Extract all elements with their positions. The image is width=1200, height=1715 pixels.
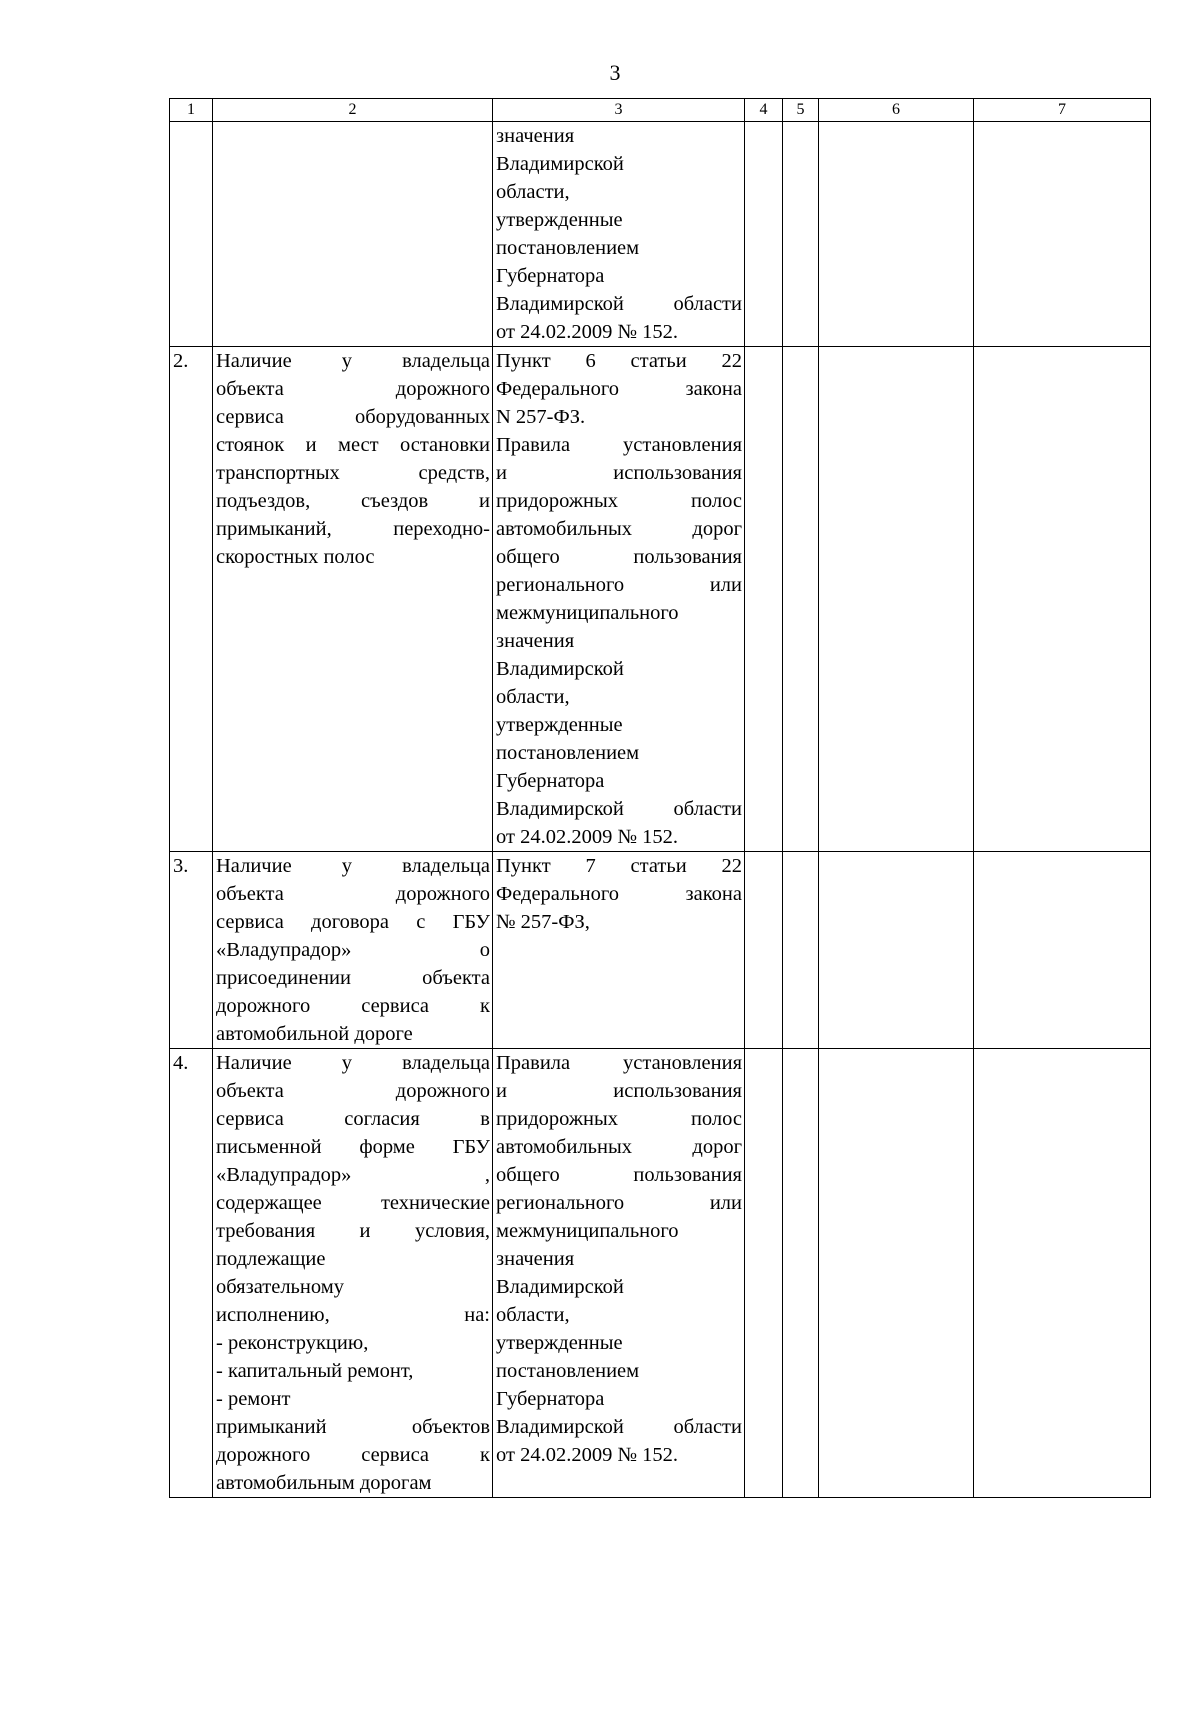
- table-row: [170, 1049, 1151, 1498]
- requirement-line: сервиса договора с ГБУ: [216, 911, 490, 933]
- requirement-cell: [213, 852, 493, 1049]
- basis-line: и использования: [496, 1080, 742, 1102]
- empty-cell-col-7: [974, 1049, 1151, 1498]
- empty-cell-col-5: [783, 122, 819, 347]
- requirement-line: исполнению, на:: [216, 1304, 490, 1326]
- basis-line: № 257-ФЗ,: [496, 911, 590, 933]
- basis-line: межмуниципального: [496, 1220, 679, 1242]
- requirement-line: Наличие у владельца: [216, 855, 490, 877]
- requirement-line: подъездов, съездов и: [216, 490, 490, 512]
- basis-line: автомобильных дорог: [496, 518, 742, 540]
- empty-cell-col-4: [745, 852, 783, 1049]
- requirement-line: примыканий объектов: [216, 1416, 490, 1438]
- legal-basis-cell: [493, 852, 745, 1049]
- basis-line: значения: [496, 1248, 575, 1270]
- legal-basis-cell: [493, 122, 745, 347]
- basis-line: области,: [496, 181, 570, 203]
- empty-cell-col-6: [819, 1049, 974, 1498]
- basis-line: общего пользования: [496, 546, 742, 568]
- basis-line: области,: [496, 1304, 570, 1326]
- row-number-cell: 2.: [170, 347, 213, 852]
- requirement-line: письменной форме ГБУ: [216, 1136, 490, 1158]
- basis-line: Владимирской: [496, 153, 624, 175]
- basis-line: Пункт 6 статьи 22: [496, 350, 742, 372]
- requirement-line: обязательному: [216, 1276, 344, 1298]
- basis-line: от 24.02.2009 № 152.: [496, 826, 678, 848]
- basis-line: постановлением: [496, 237, 640, 259]
- empty-cell-col-6: [819, 347, 974, 852]
- empty-cell-col-7: [974, 347, 1151, 852]
- requirement-line: примыканий, переходно-: [216, 518, 490, 540]
- header-cell: 5: [783, 99, 819, 122]
- table-header-row: [170, 99, 1151, 122]
- requirement-line: сервиса оборудованных: [216, 406, 490, 428]
- requirement-line: содержащее технические: [216, 1192, 490, 1214]
- basis-line: автомобильных дорог: [496, 1136, 742, 1158]
- basis-line: межмуниципального: [496, 602, 679, 624]
- requirement-cell: [213, 1049, 493, 1498]
- requirements-table: [169, 98, 1151, 1498]
- basis-line: N 257-ФЗ.: [496, 406, 586, 428]
- table-row: [170, 347, 1151, 852]
- requirement-line: скоростных полос: [216, 546, 375, 568]
- basis-line: общего пользования: [496, 1164, 742, 1186]
- header-cell: 7: [974, 99, 1151, 122]
- requirement-line: сервиса согласия в: [216, 1108, 490, 1130]
- basis-line: значения: [496, 630, 575, 652]
- requirement-cell: [213, 347, 493, 852]
- basis-line: области,: [496, 686, 570, 708]
- basis-line: постановлением: [496, 1360, 640, 1382]
- requirement-line: - реконструкцию,: [216, 1332, 369, 1354]
- requirement-line: дорожного сервиса к: [216, 995, 490, 1017]
- basis-line: Федерального закона: [496, 378, 742, 400]
- basis-line: и использования: [496, 462, 742, 484]
- basis-line: Владимирской области: [496, 1416, 742, 1438]
- basis-line: придорожных полос: [496, 490, 742, 512]
- basis-line: Правила установления: [496, 434, 742, 456]
- requirement-line: транспортных средств,: [216, 462, 490, 484]
- table-row: [170, 122, 1151, 347]
- basis-line: Владимирской области: [496, 293, 742, 315]
- requirement-line: объекта дорожного: [216, 1080, 490, 1102]
- header-cell: 2: [213, 99, 493, 122]
- basis-line: регионального или: [496, 574, 742, 596]
- basis-line: значения: [496, 125, 575, 147]
- empty-cell-col-5: [783, 347, 819, 852]
- requirement-line: «Владупрадор» о: [216, 939, 490, 961]
- basis-line: от 24.02.2009 № 152.: [496, 1444, 678, 1466]
- empty-cell-col-4: [745, 122, 783, 347]
- requirement-line: требования и условия,: [216, 1220, 490, 1242]
- basis-line: Федерального закона: [496, 883, 742, 905]
- basis-line: Правила установления: [496, 1052, 742, 1074]
- basis-line: Владимирской: [496, 1276, 624, 1298]
- basis-line: Владимирской области: [496, 798, 742, 820]
- header-cell: 4: [745, 99, 783, 122]
- page-number: 3: [609, 60, 621, 85]
- basis-line: придорожных полос: [496, 1108, 742, 1130]
- requirement-cell: [213, 122, 493, 347]
- empty-cell-col-4: [745, 347, 783, 852]
- empty-cell-col-7: [974, 852, 1151, 1049]
- empty-cell-col-5: [783, 852, 819, 1049]
- basis-line: регионального или: [496, 1192, 742, 1214]
- basis-line: Губернатора: [496, 265, 605, 287]
- requirement-line: «Владупрадор» ,: [216, 1164, 490, 1186]
- row-number-cell: 4.: [170, 1049, 213, 1498]
- requirement-line: - капитальный ремонт,: [216, 1360, 414, 1382]
- requirement-line: стоянок и мест остановки: [216, 434, 490, 456]
- empty-cell-col-7: [974, 122, 1151, 347]
- empty-cell-col-6: [819, 122, 974, 347]
- requirement-line: Наличие у владельца: [216, 350, 490, 372]
- empty-cell-col-6: [819, 852, 974, 1049]
- legal-basis-cell: [493, 1049, 745, 1498]
- requirement-line: - ремонт: [216, 1388, 291, 1410]
- requirement-line: присоединении объекта: [216, 967, 490, 989]
- basis-line: от 24.02.2009 № 152.: [496, 321, 678, 343]
- table-row: [170, 852, 1151, 1049]
- requirement-line: автомобильной дороге: [216, 1023, 413, 1045]
- requirement-line: объекта дорожного: [216, 378, 490, 400]
- basis-line: утвержденные: [496, 714, 623, 736]
- row-number-cell: 3.: [170, 852, 213, 1049]
- basis-line: Пункт 7 статьи 22: [496, 855, 742, 877]
- basis-line: Губернатора: [496, 770, 605, 792]
- header-cell: 6: [819, 99, 974, 122]
- requirement-line: автомобильным дорогам: [216, 1472, 432, 1494]
- header-cell: 1: [170, 99, 213, 122]
- requirement-line: Наличие у владельца: [216, 1052, 490, 1074]
- basis-line: Губернатора: [496, 1388, 605, 1410]
- legal-basis-cell: [493, 347, 745, 852]
- basis-line: утвержденные: [496, 1332, 623, 1354]
- requirement-line: подлежащие: [216, 1248, 326, 1270]
- row-number-cell: [170, 122, 213, 347]
- empty-cell-col-4: [745, 1049, 783, 1498]
- requirement-line: дорожного сервиса к: [216, 1444, 490, 1466]
- empty-cell-col-5: [783, 1049, 819, 1498]
- requirement-line: объекта дорожного: [216, 883, 490, 905]
- header-cell: 3: [493, 99, 745, 122]
- basis-line: постановлением: [496, 742, 640, 764]
- basis-line: утвержденные: [496, 209, 623, 231]
- basis-line: Владимирской: [496, 658, 624, 680]
